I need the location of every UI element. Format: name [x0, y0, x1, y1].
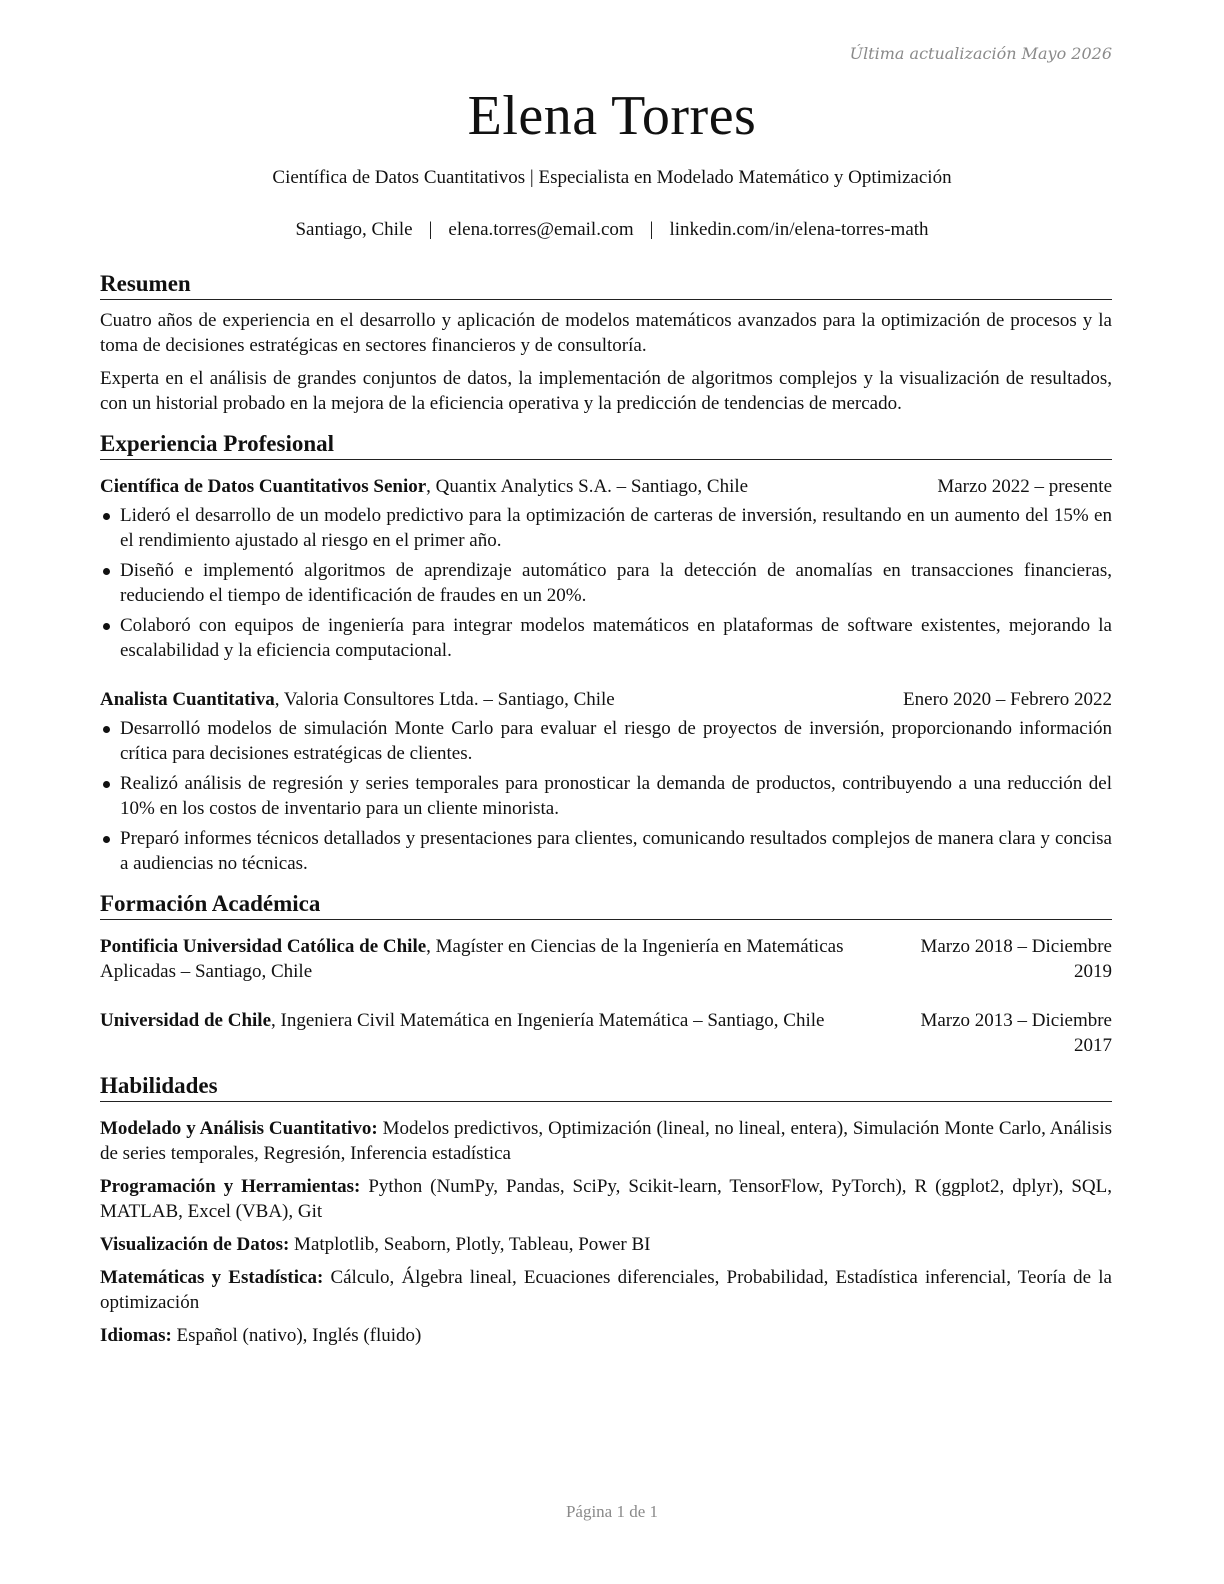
- education-entry: [100, 1008, 1112, 1058]
- job-entry: [100, 474, 1112, 663]
- skill-line: [100, 1323, 1112, 1348]
- job-bullet: Realizó análisis de regresión y series temporales para pronosticar la demanda de productos, contribuyendo a una reducción del 10% en los costos de inventario para un cliente minorista.: [100, 771, 1112, 821]
- school-name: Universidad de Chile: [100, 1010, 272, 1031]
- skill-text: Modelos predictivos, Optimización (lineal, no lineal, entera), Simulación Monte Carlo, Análisis de series temporales, Regresión, Inferencia estadística: [100, 1118, 1112, 1164]
- job-bullet: Colaboró con equipos de ingeniería para integrar modelos matemáticos en plataformas de software existentes, mejorando la escalabilidad y la eficiencia computacional.: [100, 613, 1112, 663]
- summary-paragraph: Experta en el análisis de grandes conjuntos de datos, la implementación de algoritmos complejos y la visualización de resultados, con un historial probado en la mejora de la eficiencia operativa y la predicción de tendencias de mercado.: [100, 368, 1112, 414]
- page-number: Página 1 de 1: [565, 1502, 659, 1521]
- job-bullets: [100, 716, 1112, 876]
- education-detail: [100, 934, 880, 984]
- job-bullets: [100, 503, 1112, 663]
- job-role: Analista Cuantitativa: [100, 689, 275, 710]
- skill-line: [100, 1265, 1112, 1315]
- section-heading: Experiencia Profesional: [100, 430, 1112, 460]
- job-bullet: Preparó informes técnicos detallados y presentaciones para clientes, comunicando resultados complejos de manera clara y concisa a audiencias no técnicas.: [100, 826, 1112, 876]
- education-detail: [100, 1008, 880, 1058]
- section-heading: Formación Académica: [100, 890, 1112, 920]
- skill-line: [100, 1174, 1112, 1224]
- education-entry: [100, 934, 1112, 984]
- email-link[interactable]: elena.torres@email.com: [448, 219, 634, 240]
- job-bullet: Lideró el desarrollo de un modelo predictivo para la optimización de carteras de inversión, resultando en un aumento del 15% en el rendimiento ajustado al riesgo en el primer año.: [100, 503, 1112, 553]
- skill-label: Programación y Herramientas:: [100, 1176, 361, 1197]
- job-company: , Valoria Consultores Ltda. – Santiago, Chile: [274, 689, 615, 710]
- skill-text: Cálculo, Álgebra lineal, Ecuaciones diferenciales, Probabilidad, Estadística inferencial, Teoría de la optimización: [100, 1267, 1112, 1313]
- skills-section: [100, 1072, 1112, 1348]
- education-section: [100, 890, 1112, 1058]
- school-name: Pontificia Universidad Católica de Chile: [100, 936, 427, 957]
- linkedin-link[interactable]: linkedin.com/in/elena-torres-math: [669, 219, 929, 240]
- separator: |: [428, 219, 433, 240]
- last-updated-note: Última actualización Mayo 2026: [849, 44, 1112, 63]
- tagline: Científica de Datos Cuantitativos | Especialista en Modelado Matemático y Optimización: [272, 167, 952, 188]
- skill-text: Python (NumPy, Pandas, SciPy, Scikit-learn, TensorFlow, PyTorch), R (ggplot2, dplyr), SQL, MATLAB, Excel (VBA), Git: [100, 1176, 1113, 1222]
- skill-text: Español (nativo), Inglés (fluido): [171, 1325, 422, 1346]
- skill-line: [100, 1232, 1112, 1257]
- job-title-line: [100, 687, 615, 712]
- section-heading: Habilidades: [100, 1072, 1112, 1102]
- summary-paragraph: Cuatro años de experiencia en el desarrollo y aplicación de modelos matemáticos avanzados para la optimización de procesos y la toma de decisiones estratégicas en sectores financieros y de consultoría.: [100, 310, 1112, 356]
- job-header: [100, 687, 1112, 712]
- job-bullet: Desarrolló modelos de simulación Monte Carlo para evaluar el riesgo de proyectos de inversión, proporcionando información crítica para decisiones estratégicas de clientes.: [100, 716, 1112, 766]
- skill-label: Modelado y Análisis Cuantitativo:: [100, 1118, 378, 1139]
- education-dates: Marzo 2018 – Diciembre 2019: [920, 936, 1112, 982]
- separator: |: [649, 219, 654, 240]
- location: Santiago, Chile: [295, 219, 413, 240]
- skill-label: Matemáticas y Estadística:: [100, 1267, 324, 1288]
- section-heading: Resumen: [100, 270, 1112, 300]
- resume-content: [100, 270, 1112, 1348]
- skill-text: Matplotlib, Seaborn, Plotly, Tableau, Power BI: [289, 1234, 651, 1255]
- job-dates: Marzo 2022 – presente: [937, 476, 1112, 497]
- candidate-name: Elena Torres: [467, 85, 757, 147]
- experience-section: [100, 430, 1112, 876]
- job-bullet: Diseñó e implementó algoritmos de aprendizaje automático para la detección de anomalías en transacciones financieras, reduciendo el tiempo de identificación de fraudes en un 20%.: [100, 558, 1112, 608]
- job-entry: [100, 687, 1112, 876]
- job-role: Científica de Datos Cuantitativos Senior: [100, 476, 427, 497]
- skill-label: Visualización de Datos:: [100, 1234, 290, 1255]
- job-title-line: [100, 474, 748, 499]
- education-dates: Marzo 2013 – Diciembre 2017: [920, 1010, 1112, 1056]
- job-company: , Quantix Analytics S.A. – Santiago, Chile: [426, 476, 749, 497]
- summary-section: [100, 270, 1112, 416]
- job-header: [100, 474, 1112, 499]
- job-dates: Enero 2020 – Febrero 2022: [903, 689, 1112, 710]
- skill-line: [100, 1116, 1112, 1166]
- degree: , Magíster en Ciencias de la Ingeniería en Matemáticas Aplicadas – Santiago, Chile: [100, 936, 844, 982]
- contact-line: [0, 219, 1224, 241]
- degree: , Ingeniera Civil Matemática en Ingeniería Matemática – Santiago, Chile: [271, 1010, 825, 1031]
- skill-label: Idiomas:: [100, 1325, 172, 1346]
